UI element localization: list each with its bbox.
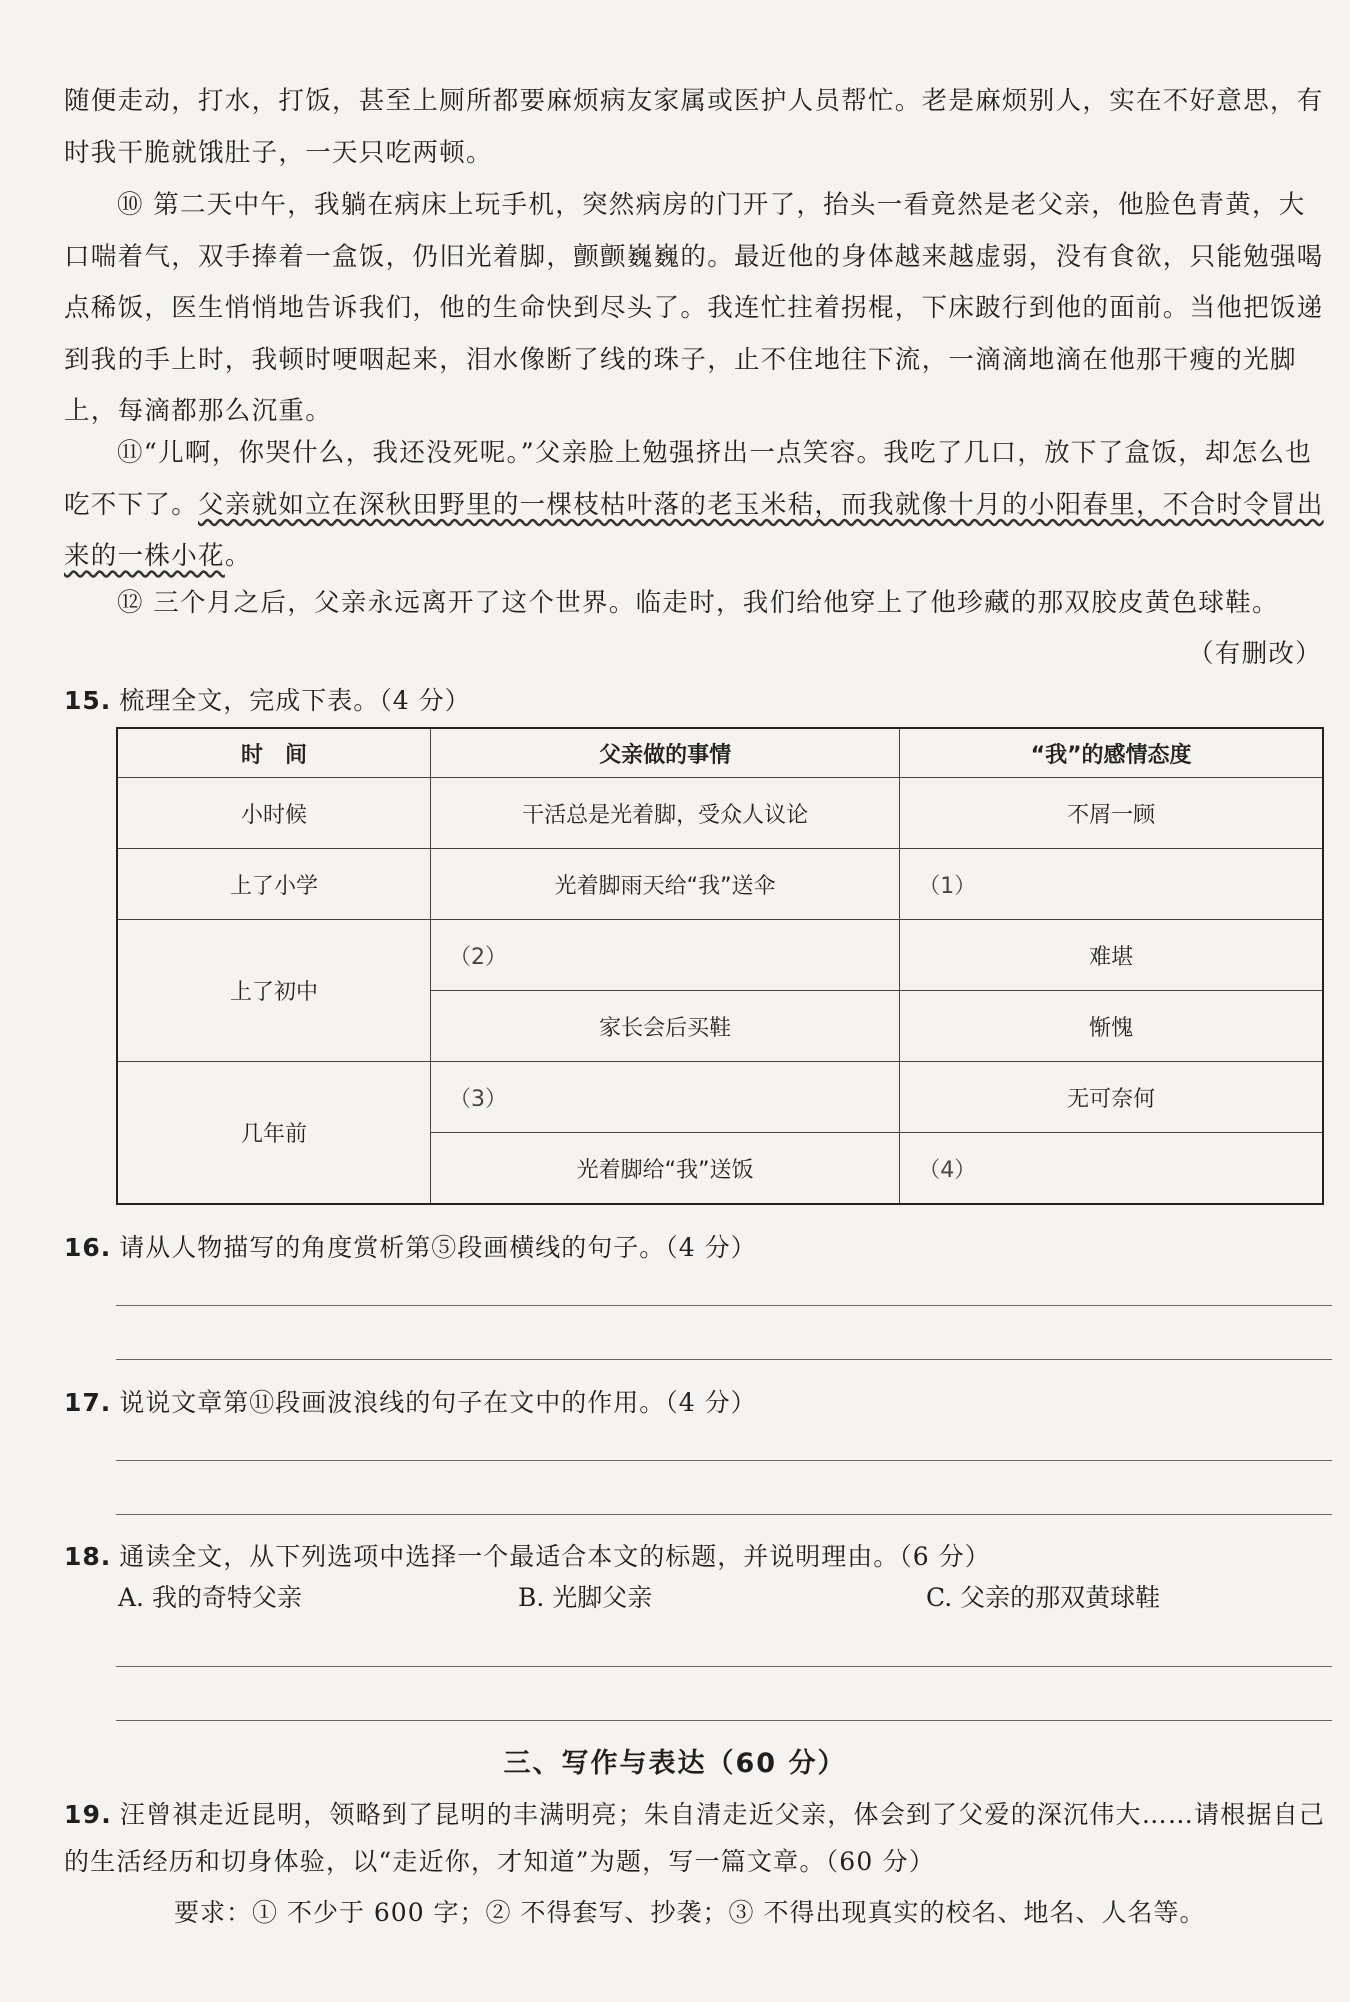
blank-3[interactable]: （3）: [430, 1062, 899, 1133]
option-b[interactable]: B. 光脚父亲: [518, 1583, 653, 1612]
passage-paragraph-10: ⑩ 第二天中午，我躺在病床上玩手机，突然病房的门开了，抬头一看竟然是老父亲，他脸色青黄，大口喘着气，双手捧着一盒饭，仍旧光着脚，颤颤巍巍的。最近他的身体越来越虚弱，没有食欲，只能勉强喝点稀饭，医生悄悄地告诉我们，他的生命快到尽头了。我连忙拄着拐棍，下床跛行到他的面前。当他把饭递到我的手上时，我顿时哽咽起来，泪水像断了线的珠子，止不住地往下流，一滴滴地滴在他那干瘦的光脚上，每滴都那么沉重。: [64, 190, 1324, 426]
passage-paragraph-12: ⑫ 三个月之后，父亲永远离开了这个世界。临走时，我们给他穿上了他珍藏的那双胶皮黄色球鞋。: [117, 588, 1279, 618]
question-number: 15.: [64, 686, 112, 715]
answer-line[interactable]: [116, 1359, 1332, 1360]
option-a[interactable]: A. 我的奇特父亲: [118, 1583, 302, 1612]
option-c[interactable]: C. 父亲的那双黄球鞋: [926, 1583, 1161, 1612]
table-row: [117, 920, 1323, 991]
cell-time: 小时候: [117, 778, 430, 849]
paragraph-11-end: 。: [224, 541, 252, 571]
header-my-feelings: “我”的感情态度: [900, 728, 1323, 778]
cell-time: 上了小学: [117, 849, 430, 920]
question-18: [64, 1537, 1330, 1577]
question-text: 汪曾祺走近昆明，领略到了昆明的丰满明亮；朱自清走近父亲，体会到了父爱的深沉伟大……请根据自己的生活经历和切身体验，以“走近你，才知道”为题，写一篇文章。（60 分）: [64, 1800, 1326, 1876]
title-options: [118, 1578, 1318, 1618]
cell-deed: 光着脚雨天给“我”送伞: [430, 849, 899, 920]
blank-2[interactable]: （2）: [430, 920, 899, 991]
blank-4[interactable]: （4）: [900, 1133, 1323, 1205]
table-header-row: [117, 728, 1323, 778]
edited-note: （有删改）: [1187, 639, 1322, 669]
question-number: 19.: [64, 1800, 112, 1829]
cell-feeling: 惭愧: [900, 991, 1323, 1062]
question-text: 说说文章第⑪段画波浪线的句子在文中的作用。（4 分）: [119, 1388, 757, 1417]
question-text: 请从人物描写的角度赏析第⑤段画横线的句子。（4 分）: [119, 1233, 757, 1262]
summary-table: [116, 727, 1324, 1205]
answer-line[interactable]: [116, 1720, 1332, 1721]
section-title: 三、写作与表达（60 分）: [503, 1748, 847, 1779]
cell-time: 几年前: [117, 1062, 430, 1205]
writing-requirements: 要求：① 不少于 600 字；② 不得套写、抄袭；③ 不得出现真实的校名、地名、人名等。: [174, 1898, 1206, 1927]
question-17: [64, 1383, 1330, 1423]
question-number: 17.: [64, 1388, 112, 1417]
header-time: 时 间: [117, 728, 430, 778]
question-text: 通读全文，从下列选项中选择一个最适合本文的标题，并说明理由。（6 分）: [119, 1542, 991, 1571]
question-text: 梳理全文，完成下表。（4 分）: [119, 686, 471, 715]
question-number: 18.: [64, 1542, 112, 1571]
table-row: [117, 778, 1323, 849]
header-father-deeds: 父亲做的事情: [430, 728, 899, 778]
cell-deed: 家长会后买鞋: [430, 991, 899, 1062]
blank-1[interactable]: （1）: [900, 849, 1323, 920]
table-row: [117, 849, 1323, 920]
question-number: 16.: [64, 1233, 112, 1262]
question-15: [64, 681, 1330, 721]
table-row: [117, 1062, 1323, 1133]
cell-feeling: 无可奈何: [900, 1062, 1323, 1133]
paragraph-11-text: ⑪“儿啊，你哭什么，我还没死呢。”父亲脸上勉强挤出一点笑容。我吃了几口，放下了盒饭，却怎么也吃不下了。: [64, 438, 1313, 520]
cell-deed: 干活总是光着脚，受众人议论: [430, 778, 899, 849]
question-16: [64, 1228, 1330, 1268]
answer-line[interactable]: [116, 1305, 1332, 1306]
answer-line[interactable]: [116, 1514, 1332, 1515]
cell-feeling: 难堪: [900, 920, 1323, 991]
cell-deed: 光着脚给“我”送饭: [430, 1133, 899, 1205]
wavy-underlined-sentence: 父亲就如立在深秋田野里的一棵枝枯叶落的老玉米秸，而我就像十月的小阳春里，不合时令冒出来的一株小花: [64, 489, 1324, 571]
passage-paragraph-11: [64, 428, 1330, 583]
answer-line[interactable]: [116, 1666, 1332, 1667]
cell-feeling: 不屑一顾: [900, 778, 1323, 849]
question-19: [64, 1791, 1330, 1885]
answer-line[interactable]: [116, 1460, 1332, 1461]
cell-time: 上了初中: [117, 920, 430, 1062]
passage-paragraph-continued: 随便走动，打水，打饭，甚至上厕所都要麻烦病友家属或医护人员帮忙。老是麻烦别人，实在不好意思，有时我干脆就饿肚子，一天只吃两顿。: [64, 86, 1324, 168]
